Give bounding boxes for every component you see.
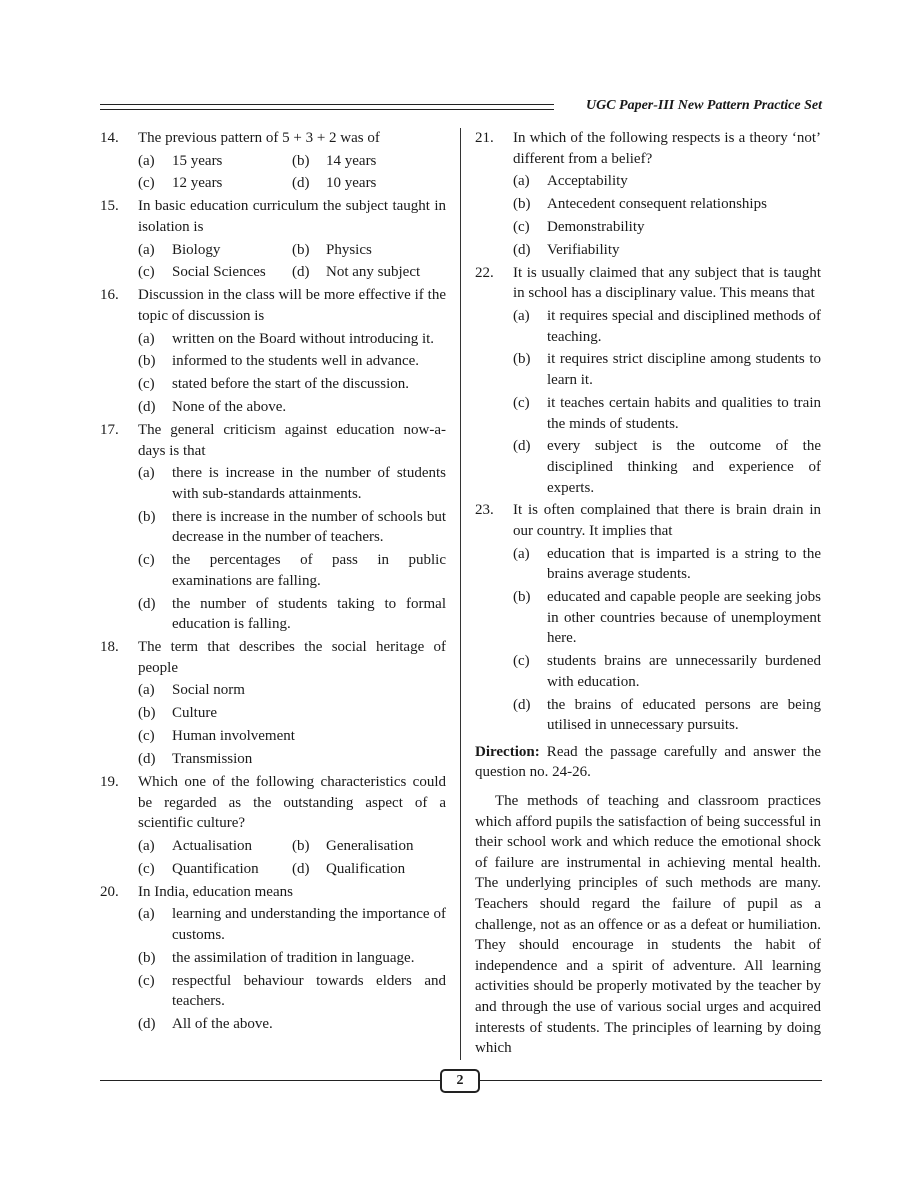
option-text: Human involvement — [172, 728, 295, 745]
option-text: there is increase in the number of schools but decrease in the number of teachers. — [172, 508, 446, 546]
option-letter: (a) — [138, 906, 155, 923]
options — [138, 836, 446, 879]
option-text: 12 years — [172, 175, 223, 192]
option — [513, 695, 821, 736]
option-text: Culture — [172, 705, 217, 722]
option-letter: (a) — [138, 837, 155, 854]
option-letter: (d) — [513, 438, 531, 455]
option — [292, 262, 446, 283]
option-text: Generalisation — [326, 837, 414, 854]
option — [138, 351, 446, 372]
option-text: Transmission — [172, 751, 253, 768]
option — [138, 836, 292, 857]
option-letter: (b) — [513, 589, 531, 606]
option — [292, 151, 446, 172]
option — [138, 507, 446, 548]
question — [100, 637, 446, 678]
option-text: Social norm — [172, 682, 245, 699]
question-stem: It is usually claimed that any subject that is taught in school has a disciplinary value. This means that — [513, 264, 821, 302]
option — [138, 680, 446, 701]
left-column — [100, 128, 446, 1037]
option-letter: (a) — [513, 173, 530, 190]
option-letter: (b) — [513, 351, 531, 368]
option — [138, 374, 446, 395]
option-text: 14 years — [326, 152, 377, 169]
option-letter: (b) — [513, 196, 531, 213]
option-text: Not any subject — [326, 264, 421, 281]
option-text: it requires strict discipline among students to learn it. — [547, 351, 821, 389]
question-number: 15. — [100, 198, 119, 215]
question — [100, 882, 446, 903]
question-number: 16. — [100, 287, 119, 304]
option — [138, 240, 292, 261]
question — [475, 263, 821, 304]
question-stem: Discussion in the class will be more effective if the topic of discussion is — [138, 287, 446, 324]
question-stem: In India, education means — [138, 883, 293, 900]
option-letter: (a) — [513, 545, 530, 562]
options — [138, 680, 446, 769]
option — [292, 240, 446, 261]
option-letter: (a) — [138, 152, 155, 169]
option-text: Antecedent consequent relationships — [547, 196, 767, 213]
option-text: the assimilation of tradition in language. — [172, 949, 415, 966]
option-text: Biology — [172, 241, 221, 258]
option — [138, 1014, 446, 1035]
question-number: 14. — [100, 130, 119, 146]
option — [138, 703, 446, 724]
right-questions — [475, 128, 821, 736]
question-number: 21. — [475, 130, 494, 146]
option-letter: (c) — [138, 264, 155, 281]
option — [138, 594, 446, 635]
option-letter: (a) — [138, 330, 155, 347]
option-letter: (c) — [513, 218, 530, 235]
options — [138, 240, 446, 283]
header-rule-bottom — [100, 109, 554, 110]
option-text: All of the above. — [172, 1015, 273, 1032]
option-text: students brains are unnecessarily burdened with education. — [547, 653, 821, 690]
option-letter: (a) — [138, 682, 155, 699]
option — [513, 587, 821, 649]
option-letter: (b) — [292, 152, 310, 169]
option — [513, 349, 821, 390]
options — [513, 171, 821, 260]
option-text: Qualification — [326, 860, 406, 877]
option-text: Social Sciences — [172, 264, 266, 281]
option-letter: (a) — [513, 307, 530, 324]
question-stem: The general criticism against education now-a-days is that — [138, 422, 446, 459]
option-text: the brains of educated persons are being utilised in unnecessary pursuits. — [547, 696, 821, 734]
direction-label: Direction: — [475, 743, 540, 760]
option-letter: (c) — [138, 376, 155, 393]
option-text: informed to the students well in advance. — [172, 353, 420, 370]
option — [138, 463, 446, 504]
option — [138, 550, 446, 591]
question — [100, 772, 446, 834]
option-letter: (a) — [138, 465, 155, 482]
option — [138, 262, 292, 283]
option-text: it requires special and disciplined methods of teaching. — [547, 307, 821, 345]
option — [138, 151, 292, 172]
option-text: educated and capable people are seeking jobs in other countries because of unemployment here. — [547, 589, 821, 647]
option — [138, 948, 446, 969]
question — [475, 500, 821, 541]
option-text: learning and understanding the importance of customs. — [172, 906, 446, 943]
option-letter: (d) — [292, 175, 310, 192]
option-row — [138, 151, 446, 172]
option-text: 10 years — [326, 175, 377, 192]
option-row — [138, 836, 446, 857]
option-text: it teaches certain habits and qualities to train the minds of students. — [547, 394, 821, 432]
option-letter: (c) — [138, 728, 155, 745]
options — [138, 904, 446, 1034]
question-stem: Which one of the following characteristics could be regarded as the outstanding aspect of a scientific culture? — [138, 773, 446, 832]
option — [513, 393, 821, 434]
option-letter: (b) — [138, 508, 156, 525]
option — [513, 306, 821, 347]
question-number: 19. — [100, 773, 119, 790]
question-stem: The term that describes the social heritage of people — [138, 639, 446, 676]
question-number: 23. — [475, 502, 494, 519]
header-rule-top — [100, 104, 554, 105]
option — [138, 971, 446, 1012]
option-letter: (d) — [513, 696, 531, 713]
option-text: written on the Board without introducing it. — [172, 330, 435, 347]
option-letter: (c) — [513, 653, 530, 670]
option-text: 15 years — [172, 152, 223, 169]
column-divider — [460, 128, 461, 1060]
options — [138, 151, 446, 194]
option-letter: (b) — [138, 353, 156, 370]
option-letter: (d) — [513, 241, 531, 258]
question-number: 22. — [475, 264, 494, 281]
option-letter: (d) — [292, 860, 310, 877]
option-letter: (c) — [138, 860, 155, 877]
option-text: Demonstrability — [547, 218, 645, 235]
option-row — [138, 173, 446, 194]
option — [292, 836, 446, 857]
passage: The methods of teaching and classroom practices which afford pupils the satisfaction of being successful in their school work and which reduce the emotional shock of failure are instrumental in achieving mental health. The underlying principles of such methods are many. Teachers should regard the failure of pupil as a challenge, not as an offence or as a defeat or humiliation. They should encourage in students the habit of independence and a spirit of adventure. All learning activities should be properly motivated by the teacher by and through the use of various social urges and acquired interests of students. The principles of learning by doing which — [475, 793, 821, 1057]
option-text: Quantification — [172, 860, 259, 877]
page-number: 2 — [440, 1069, 480, 1093]
option — [138, 859, 292, 880]
option-text: None of the above. — [172, 399, 287, 416]
options — [138, 463, 446, 635]
option-letter: (d) — [292, 264, 310, 281]
direction — [475, 742, 821, 783]
page-footer — [100, 1068, 822, 1092]
option-text: the number of students taking to formal education is falling. — [172, 595, 446, 633]
option-row — [138, 262, 446, 283]
option — [513, 240, 821, 261]
option — [513, 194, 821, 215]
option — [513, 544, 821, 585]
options — [138, 329, 446, 418]
question-stem: In basic education curriculum the subject taught in isolation is — [138, 198, 446, 235]
option — [513, 217, 821, 238]
option-text: stated before the start of the discussion. — [172, 376, 410, 393]
option-letter: (c) — [138, 972, 155, 989]
option-letter: (c) — [138, 552, 155, 569]
option — [292, 173, 446, 194]
option — [138, 397, 446, 418]
option-letter: (b) — [138, 705, 156, 722]
option-text: Physics — [326, 241, 372, 258]
option-letter: (c) — [138, 175, 155, 192]
option — [138, 749, 446, 770]
question-stem: It is often complained that there is brain drain in our country. It implies that — [513, 502, 821, 540]
option-letter: (c) — [513, 394, 530, 411]
option-letter: (d) — [138, 399, 156, 416]
option — [513, 171, 821, 192]
option — [513, 436, 821, 498]
option-text: the percentages of pass in public examinations are falling. — [172, 552, 446, 589]
header-title: UGC Paper-III New Pattern Practice Set — [585, 98, 822, 113]
option-text: there is increase in the number of students with sub-standards attainments. — [172, 465, 446, 502]
question-number: 20. — [100, 883, 119, 900]
right-column — [475, 128, 821, 1059]
option-letter: (b) — [138, 949, 156, 966]
option-row — [138, 240, 446, 261]
running-header — [100, 98, 822, 118]
direction-text: Read the passage carefully and answer the question no. 24-26. — [475, 743, 821, 781]
question-number: 17. — [100, 422, 119, 439]
option-row — [138, 859, 446, 880]
option-letter: (a) — [138, 241, 155, 258]
option-text: Verifiability — [547, 241, 620, 258]
question-stem: The previous pattern of 5 + 3 + 2 was of — [138, 130, 380, 146]
option-text: education that is imparted is a string to the brains average students. — [547, 545, 821, 583]
option-letter: (d) — [138, 751, 156, 768]
options — [513, 306, 821, 498]
option-letter: (d) — [138, 595, 156, 612]
question — [100, 128, 446, 149]
option-text: Actualisation — [172, 837, 252, 854]
option — [138, 329, 446, 350]
question — [100, 285, 446, 326]
question-stem: In which of the following respects is a theory ‘not’ different from a belief? — [513, 130, 821, 167]
option — [513, 651, 821, 692]
option-letter: (b) — [292, 241, 310, 258]
option — [138, 173, 292, 194]
option — [292, 859, 446, 880]
option-text: Acceptability — [547, 173, 628, 190]
option — [138, 904, 446, 945]
question-number: 18. — [100, 639, 119, 656]
question — [100, 420, 446, 461]
option-text: respectful behaviour towards elders and teachers. — [172, 972, 446, 1010]
option-letter: (b) — [292, 837, 310, 854]
options — [513, 544, 821, 736]
option — [138, 726, 446, 747]
option-letter: (d) — [138, 1015, 156, 1032]
question — [475, 128, 821, 169]
option-text: every subject is the outcome of the disciplined thinking and experience of experts. — [547, 438, 821, 496]
question — [100, 196, 446, 237]
